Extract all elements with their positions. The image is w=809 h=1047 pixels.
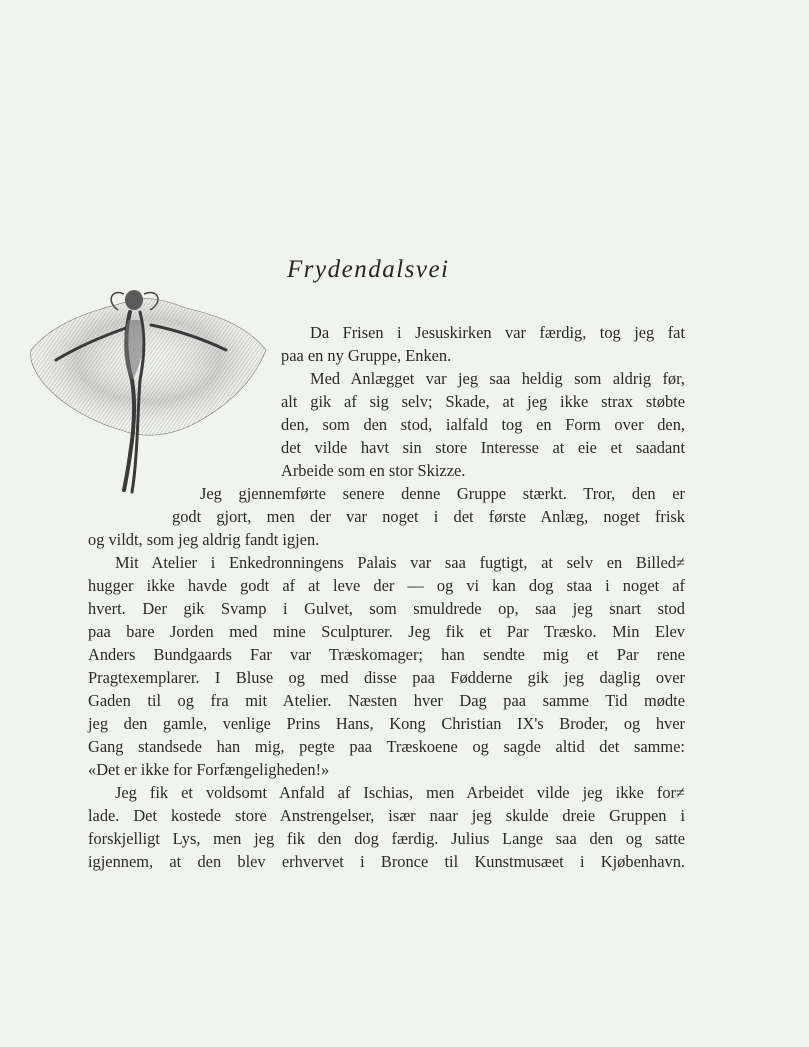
text-line: igjennem, at den blev erhvervet i Bronce til Kunstmusæet i Kjøbenhavn. [88, 852, 685, 871]
text-line: lade. Det kostede store Anstrengelser, især naar jeg skulde dreie Gruppen i [88, 806, 685, 825]
text-line: alt gik af sig selv; Skade, at jeg ikke strax støbte [281, 392, 685, 411]
text-line: Gang standsede han mig, pegte paa Træskoene og sagde altid det samme: [88, 737, 685, 756]
text-line: paa en ny Gruppe, Enken. [281, 346, 452, 365]
text-line: Jeg fik et voldsomt Anfald af Ischias, men Arbeidet vilde jeg ikke for≠ [115, 783, 685, 802]
text-line: forskjelligt Lys, men jeg fik den dog færdig. Julius Lange saa den og satte [88, 829, 685, 848]
text-line: det vilde havt sin store Interesse at eie et saadant [281, 438, 685, 457]
text-line: godt gjort, men der var noget i det første Anlæg, noget frisk [172, 507, 685, 526]
text-line: jeg den gamle, venlige Prins Hans, Kong Christian IX's Broder, og hver [88, 714, 685, 733]
chapter-title: Frydendalsvei [287, 256, 450, 283]
text-line: Arbeide som en stor Skizze. [281, 461, 466, 480]
text-line: og vildt, som jeg aldrig fandt igjen. [88, 530, 320, 549]
text-line: Gaden til og fra mit Atelier. Næsten hver Dag paa samme Tid mødte [88, 691, 685, 710]
text-line: Pragtexemplarer. I Bluse og med disse paa Fødderne gik jeg daglig over [88, 668, 685, 687]
text-line: Jeg gjennemførte senere denne Gruppe stærkt. Tror, den er [200, 484, 685, 503]
text-line: hvert. Der gik Svamp i Gulvet, som smuldrede op, saa jeg snart stod [88, 599, 685, 618]
text-line: paa bare Jorden med mine Sculpturer. Jeg fik et Par Træsko. Min Elev [88, 622, 685, 641]
text-line: hugger ikke havde godt af at leve der — og vi kan dog staa i noget af [88, 576, 685, 595]
text-line: den, som den stod, ialfald tog en Form over den, [281, 415, 685, 434]
text-line: «Det er ikke for Forfængeligheden!» [88, 760, 330, 779]
text-line: Da Frisen i Jesuskirken var færdig, tog jeg fat [310, 323, 685, 342]
text-line: Med Anlægget var jeg saa heldig som aldrig før, [310, 369, 685, 388]
text-line: Mit Atelier i Enkedronningens Palais var saa fugtigt, at selv en Billed≠ [115, 553, 685, 572]
text-line: Anders Bundgaards Far var Træskomager; han sendte mig et Par rene [88, 645, 685, 664]
engraved-figure-illustration [26, 280, 276, 505]
